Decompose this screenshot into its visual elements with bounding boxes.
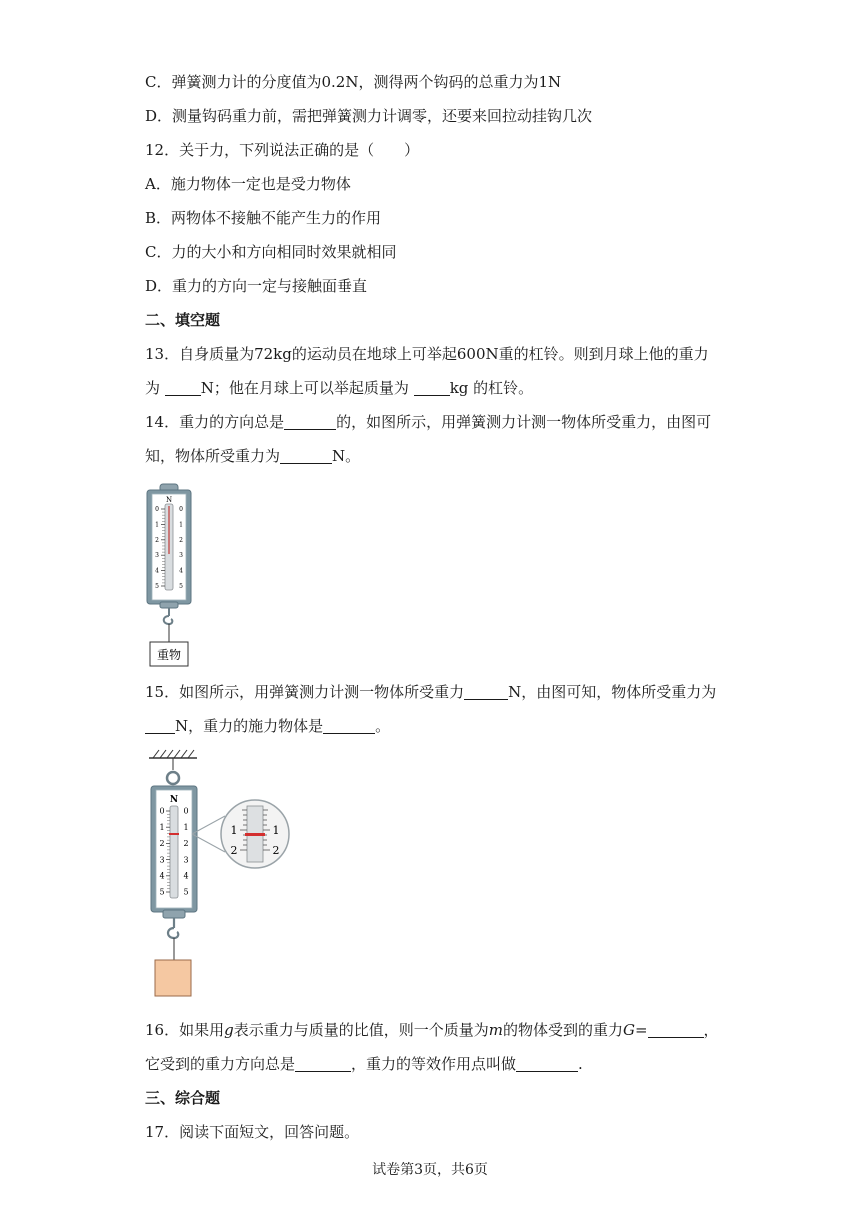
q11-option-d: D．测量钩码重力前，需把弹簧测力计调零，还要来回拉动挂钩几次 bbox=[145, 107, 593, 125]
q15-tick-label-0-right: 0 bbox=[183, 806, 189, 816]
q14-line1: 14．重力的方向总是 的，如图所示，用弹簧测力计测一物体所受重力，由图可 bbox=[145, 413, 712, 431]
q15-tick-label-0-left: 0 bbox=[159, 806, 165, 816]
q15-tick-label-1-left: 1 bbox=[159, 822, 165, 832]
q14-tick-label-3-left: 3 bbox=[155, 552, 159, 560]
q15-pointer bbox=[169, 833, 179, 835]
q17-stem: 17．阅读下面短文，回答问题。 bbox=[145, 1123, 360, 1141]
q15-tick-label-4-right: 4 bbox=[183, 871, 189, 881]
q15-spring-scale-figure bbox=[145, 748, 305, 1003]
q14-tick-label-0-right: 0 bbox=[179, 506, 183, 513]
q15-line1: 15．如图所示，用弹簧测力计测一物体所受重力 N，由图可知，物体所受重力为 bbox=[145, 683, 717, 701]
q12-option-c: C．力的大小和方向相同时效果就相同 bbox=[145, 243, 397, 261]
q14-pointer-rod bbox=[168, 506, 170, 554]
q13-line2: 为 N；他在月球上可以举起质量为 kg 的杠铃。 bbox=[145, 379, 534, 397]
q16-blank-1 bbox=[648, 1021, 704, 1038]
q14-unit-label: N bbox=[165, 496, 173, 504]
q16-blank-3 bbox=[516, 1055, 578, 1072]
q13-line1: 13．自身质量为72kg的运动员在地球上可举起600N重的杠铃。则到月球上他的重力 bbox=[145, 345, 709, 363]
q15-blank-3 bbox=[323, 717, 375, 734]
q14-blank-2 bbox=[280, 447, 332, 464]
q13-blank-2 bbox=[414, 379, 450, 396]
q15-unit-label: N bbox=[169, 795, 179, 805]
q14-tick-label-2-right: 2 bbox=[179, 536, 183, 544]
q15-zoom-label-2-left: 2 bbox=[230, 844, 238, 857]
q14-tick-label-4-right: 4 bbox=[179, 567, 183, 575]
q15-tick-label-5-left: 5 bbox=[159, 887, 165, 897]
q15-zoom-label-2-right: 2 bbox=[272, 844, 280, 857]
q15-zoom-label-1-right: 1 bbox=[272, 824, 280, 837]
q14-line2: 知，物体所受重力为 N。 bbox=[145, 447, 361, 465]
q15-tick-label-3-left: 3 bbox=[159, 855, 165, 865]
q15-zoom-pointer bbox=[245, 833, 265, 836]
q12-stem: 12．关于力，下列说法正确的是（ ） bbox=[145, 141, 420, 159]
q14-tick-label-2-left: 2 bbox=[155, 536, 159, 544]
q11-option-c: C．弹簧测力计的分度值为0.2N，测得两个钩码的总重力为1N bbox=[145, 73, 562, 91]
q14-tick-label-5-right: 5 bbox=[179, 583, 183, 590]
q14-spring-scale-figure bbox=[140, 482, 200, 672]
q15-blank-2 bbox=[145, 717, 175, 734]
q12-option-a: A．施力物体一定也是受力物体 bbox=[145, 175, 351, 193]
q14-tick-label-0-left: 0 bbox=[155, 506, 159, 513]
q15-zoom-label-1-left: 1 bbox=[230, 824, 238, 837]
q12-option-b: B．两物体不接触不能产生力的作用 bbox=[145, 209, 382, 227]
q12-option-d: D．重力的方向一定与接触面垂直 bbox=[145, 277, 368, 295]
q14-weight-label: 重物 bbox=[156, 648, 182, 662]
q15-tick-label-3-right: 3 bbox=[183, 855, 189, 865]
q14-tick-label-3-right: 3 bbox=[179, 552, 183, 560]
q15-tick-label-2-right: 2 bbox=[183, 839, 189, 849]
section-heading-comprehensive: 三、综合题 bbox=[145, 1089, 221, 1107]
section-heading-fill-blank: 二、填空题 bbox=[145, 311, 221, 329]
q14-blank-1 bbox=[284, 413, 336, 430]
q16-blank-2 bbox=[295, 1055, 351, 1072]
q14-tick-label-1-left: 1 bbox=[155, 521, 159, 529]
q15-tick-label-4-left: 4 bbox=[159, 871, 165, 881]
q15-tick-label-5-right: 5 bbox=[183, 887, 189, 897]
q14-tick-label-1-right: 1 bbox=[179, 521, 183, 529]
q14-tick-label-4-left: 4 bbox=[155, 567, 159, 575]
q14-tick-label-5-left: 5 bbox=[155, 583, 159, 590]
q16-line2: 它受到的重力方向总是 ，重力的等效作用点叫做 . bbox=[145, 1055, 583, 1073]
q13-blank-1 bbox=[165, 379, 201, 396]
q15-line2: N，重力的施力物体是 。 bbox=[145, 716, 390, 736]
q15-tick-label-2-left: 2 bbox=[159, 839, 165, 849]
page-footer: 试卷第3页，共6页 bbox=[372, 1162, 488, 1178]
q15-tick-label-1-right: 1 bbox=[183, 822, 189, 832]
q15-blank-1 bbox=[464, 683, 508, 700]
q15-weight-block bbox=[155, 960, 191, 996]
q16-line1: 16．如果用g表示重力与质量的比值，则一个质量为m的物体受到的重力G= ， bbox=[145, 1021, 719, 1039]
